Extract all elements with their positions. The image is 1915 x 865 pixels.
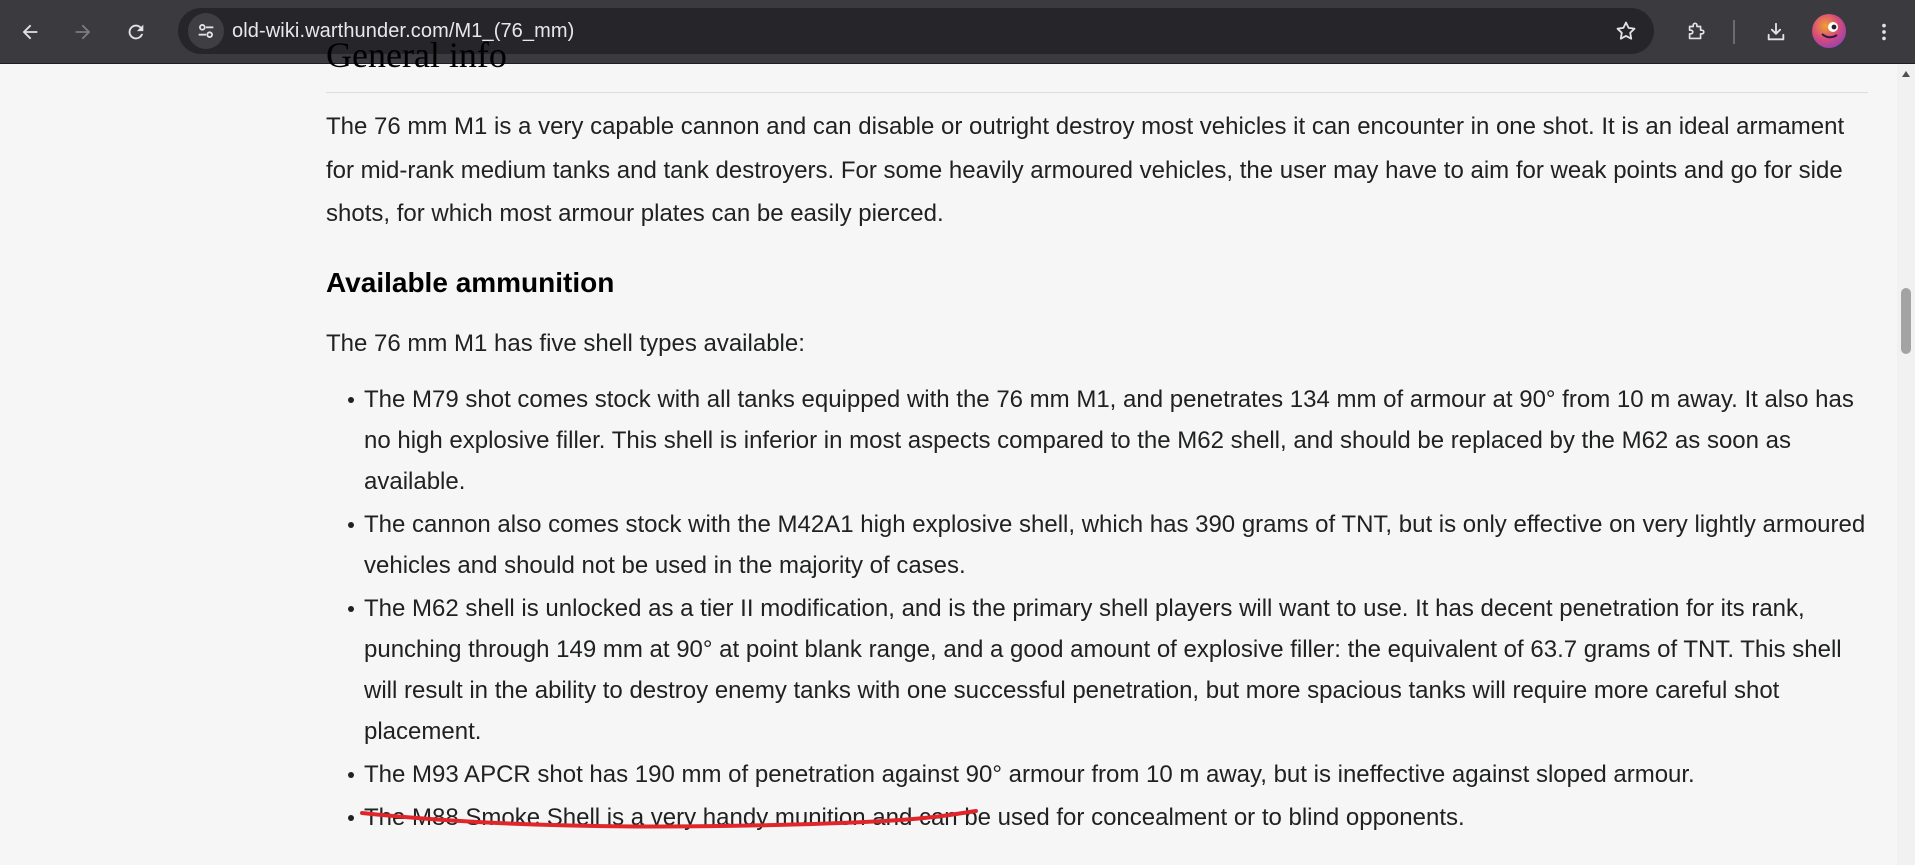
page-scrollbar[interactable] [1897,64,1915,865]
list-item [364,504,1874,586]
bullet-icon [348,606,354,612]
puzzle-icon [1685,21,1707,43]
shell-list [364,379,1874,840]
available-ammunition-heading: Available ammunition [326,267,615,298]
browser-toolbar [0,0,1915,64]
shell-description: The M88 Smoke Shell is a very handy munition and can be used for concealment or to blind opponents. [364,804,1465,831]
list-item [364,754,1874,795]
browser-menu-button[interactable] [1864,12,1904,52]
red-underline-annotation [356,799,986,839]
download-icon [1765,21,1787,43]
arrow-left-icon [19,21,41,43]
profile-avatar[interactable] [1812,14,1846,48]
shell-description: The M79 shot comes stock with all tanks equipped with the 76 mm M1, and penetrates 134 mm of armour at 90° from 10 m away. It also has no high explosive filler. This shell is inferior in most aspects compared to the M62 shell, and should be replaced by the M62 as soon as available. [364,386,1854,495]
star-icon[interactable] [1614,19,1638,43]
avatar-face-icon [1812,14,1846,48]
bullet-icon [348,815,354,821]
shell-description: The cannon also comes stock with the M42A1 high explosive shell, which has 390 grams of TNT, but is only effective on very lightly armoured vehicles and should not be used in the majority of cases. [364,511,1866,579]
ammunition-intro-text: The 76 mm M1 has five shell types available: [326,330,805,357]
scrollbar-thumb[interactable] [1901,288,1911,354]
bullet-icon [348,772,354,778]
shell-description: The M93 APCR shot has 190 mm of penetration against 90° armour from 10 m away, but is ineffective against sloped armour. [364,761,1695,788]
page-content [0,35,1897,865]
list-item [364,588,1874,752]
scroll-up-icon[interactable] [1901,70,1911,78]
toolbar-divider [1733,20,1735,44]
heading-divider [326,92,1868,93]
general-info-paragraph: The 76 mm M1 is a very capable cannon and can disable or outright destroy most vehicles it can encounter in one shot. It is an ideal armament for mid-rank medium tanks and tank destroyers. For some heavily armoured vehicles, the user may have to aim for weak points and go for side shots, for which most armour plates can be easily pierced. [326,113,1845,227]
url-text[interactable]: old-wiki.warthunder.com/M1_(76_mm) [232,20,575,42]
tune-icon [195,20,217,42]
extensions-button[interactable] [1676,12,1716,52]
arrow-right-icon [72,21,94,43]
bullet-icon [348,522,354,528]
list-item [364,379,1874,502]
section-heading-general-info: General info [326,35,507,75]
back-button[interactable] [10,12,50,52]
reload-button[interactable] [116,12,156,52]
shell-description: The M62 shell is unlocked as a tier II modification, and is the primary shell players will want to use. It has decent penetration for its rank, punching through 149 mm at 90° at point blank range, and a good amount of explosive filler: the equivalent of 63.7 grams of TNT. This shell will result in the ability to destroy enemy tanks with one successful penetration, but more spacious tanks will require more careful shot placement. [364,595,1842,745]
bullet-icon [348,397,354,403]
more-vertical-icon [1873,21,1895,43]
downloads-button[interactable] [1756,12,1796,52]
site-info-button[interactable] [188,13,224,49]
forward-button[interactable] [63,12,103,52]
reload-icon [125,21,147,43]
